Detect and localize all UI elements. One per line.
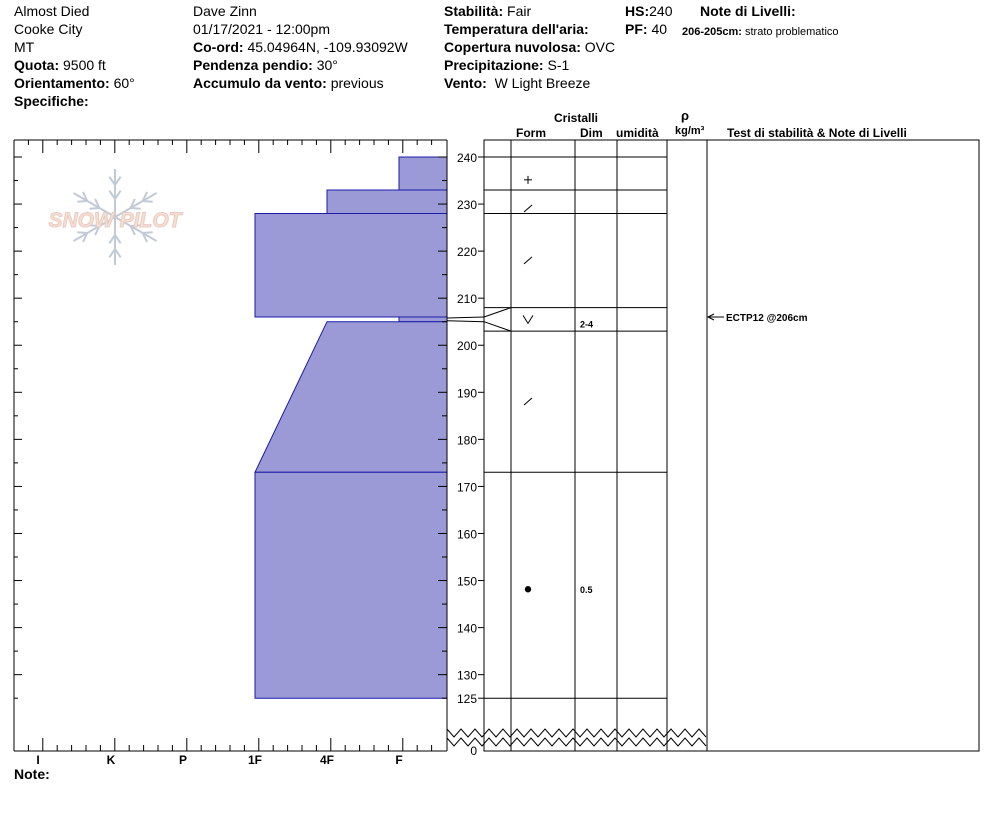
aspect-value: 60° <box>113 75 135 91</box>
notes-label: Note: <box>14 766 50 782</box>
grain-size: 2-4 <box>580 319 594 330</box>
snowflake-branch <box>143 232 153 233</box>
sky-label: Copertura nuvolosa: <box>444 39 581 55</box>
grain-size: 0.5 <box>580 585 593 596</box>
snowflake-branch <box>143 201 153 202</box>
depth-label: 160 <box>456 527 477 542</box>
problem-layer-range: 206-205cm: <box>682 26 742 38</box>
hardness-label: I <box>36 753 40 767</box>
stability-value: Fair <box>507 3 532 19</box>
datetime: 01/17/2021 - 12:00pm <box>193 21 330 37</box>
hardness-layer <box>255 213 447 317</box>
wind-value: W Light Breeze <box>494 75 591 91</box>
density-unit-header: kg/m³ <box>675 125 705 137</box>
hardness-layer <box>327 190 447 214</box>
hs-label: HS: <box>625 3 650 19</box>
snowflake-branch <box>77 201 87 202</box>
grain-decomposing <box>524 205 532 212</box>
hardness-layer <box>399 317 447 322</box>
state: MT <box>14 39 35 55</box>
hardness-label: P <box>178 753 188 767</box>
precip-label: Precipitazione: <box>444 57 544 73</box>
layer-connector <box>484 322 511 331</box>
layer-connector <box>447 317 484 318</box>
depth-label: 140 <box>456 621 477 636</box>
depth-label: 220 <box>456 245 477 260</box>
depth-label: 200 <box>456 339 477 354</box>
grain-decomposing <box>524 257 532 264</box>
snowflake-branch <box>77 232 87 233</box>
crystals-header: Cristalli <box>554 111 599 125</box>
elevation-label: Quota: <box>14 57 60 73</box>
slope-label: Pendenza pendio: <box>193 57 313 73</box>
layer-notes-label: Note di Livelli: <box>700 3 796 19</box>
layer-table <box>484 140 979 751</box>
pf-label: PF: <box>625 21 648 37</box>
depth-label: 125 <box>456 692 477 707</box>
grain-depth-hoar <box>523 315 533 323</box>
depth-label: 180 <box>456 433 477 448</box>
depth-label: 150 <box>456 574 477 589</box>
depth-label: 130 <box>456 668 477 683</box>
coord-value: 45.04964N, -109.93092W <box>247 39 408 55</box>
hardness-layer <box>399 157 447 190</box>
hardness-label: 1F <box>247 753 263 767</box>
hardness-label: K <box>106 753 116 767</box>
form-header: Form <box>516 126 546 140</box>
precip-value: S-1 <box>547 57 570 73</box>
hardness-label: F <box>395 753 403 767</box>
moisture-header: umidità <box>616 126 659 140</box>
rho-header: ρ <box>681 108 690 123</box>
pf-value: 40 <box>651 21 668 37</box>
wind-loading-value: previous <box>330 75 384 91</box>
depth-label: 230 <box>456 198 477 213</box>
layer-connector <box>447 321 484 322</box>
wind-loading-label: Accumulo da vento: <box>193 75 327 91</box>
stability-label: Stabilità: <box>444 3 504 19</box>
observer: Dave Zinn <box>193 3 257 19</box>
hardness-layer <box>255 472 447 698</box>
depth-label: 210 <box>456 292 477 307</box>
problem-layer-text: strato problematico <box>745 26 839 38</box>
dim-header: Dim <box>580 126 603 140</box>
hardness-label: 4F <box>319 753 335 767</box>
aspect-label: Orientamento: <box>14 75 110 91</box>
depth-label: 240 <box>456 151 477 165</box>
depth-label: 0 <box>470 744 477 758</box>
hardness-layer <box>255 322 447 473</box>
city: Cooke City <box>14 21 83 37</box>
wind-label: Vento: <box>444 75 487 91</box>
sky-value: OVC <box>584 39 616 55</box>
test-label: ECTP12 @206cm <box>726 313 808 325</box>
layer-connector <box>484 308 511 317</box>
depth-label: 170 <box>456 480 477 495</box>
air-temp-label: Temperatura dell'aria: <box>444 21 589 37</box>
specifics-label: Specifiche: <box>14 93 89 109</box>
logo-text: SNOW PILOT <box>48 209 182 232</box>
tests-header: Test di stabilità & Note di Livelli <box>727 126 907 140</box>
depth-label: 190 <box>456 386 477 401</box>
snow-pilot-logo <box>49 169 184 265</box>
grain-rounded <box>525 586 531 592</box>
elevation-value: 9500 ft <box>63 57 106 73</box>
grain-decomposing <box>524 398 532 405</box>
slope-value: 30° <box>316 57 338 73</box>
hs-value: 240 <box>649 3 673 19</box>
coord-label: Co-ord: <box>193 39 244 55</box>
location-name: Almost Died <box>14 3 90 19</box>
